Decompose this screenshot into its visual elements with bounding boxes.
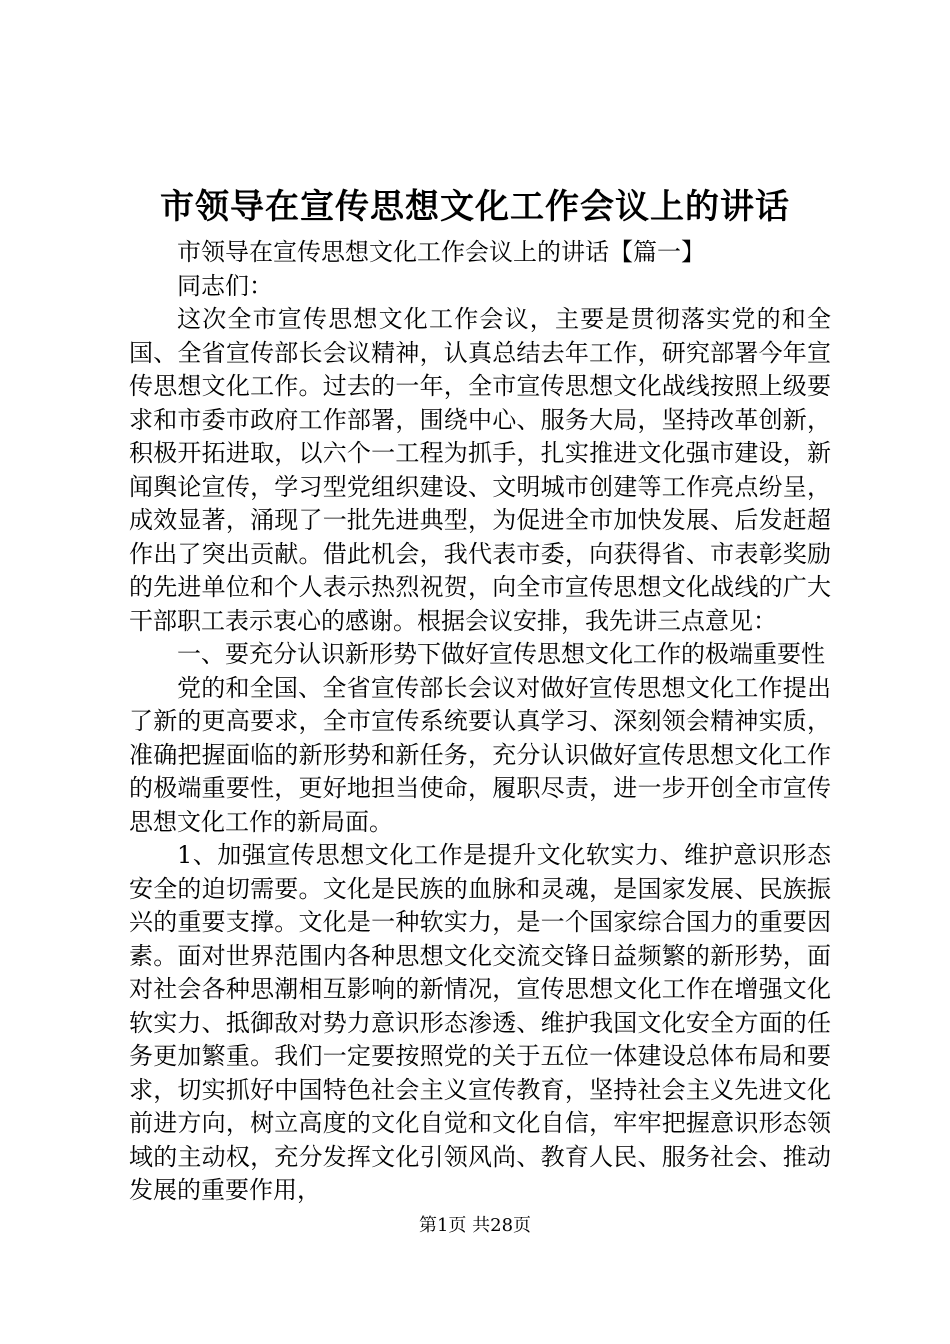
- document-body: [129, 236, 831, 1208]
- paragraph-section-1: 党的和全国、全省宣传部长会议对做好宣传思想文化工作提出了新的更高要求，全市宣传系统要认真学习、深刻领会精神实质，准确把握面临的新形势和新任务，充分认识做好宣传思想文化工作的极端重要性，更好地担当使命，履职尽责，进一步开创全市宣传思想文化工作的新局面。: [129, 673, 831, 836]
- paragraph-intro: 这次全市宣传思想文化工作会议，主要是贯彻落实党的和全国、全省宣传部长会议精神，认真总结去年工作，研究部署今年宣传思想文化工作。过去的一年，全市宣传思想文化战线按照上级要求和市委市政府工作部署，围绕中心、服务大局，坚持改革创新，积极开拓进取，以六个一工程为抓手，扎实推进文化强市建设，新闻舆论宣传，学习型党组织建设、文明城市创建等工作亮点纷呈，成效显著，涌现了一批先进典型，为促进全市加快发展、后发赶超作出了突出贡献。借此机会，我代表市委，向获得省、市表彰奖励的先进单位和个人表示热烈祝贺，向全市宣传思想文化战线的广大干部职工表示衷心的感谢。根据会议安排，我先讲三点意见：: [129, 305, 831, 635]
- section-heading-1: 一、要充分认识新形势下做好宣传思想文化工作的极端重要性: [177, 640, 825, 668]
- paragraph-point-1: 1、加强宣传思想文化工作是提升文化软实力、维护意识形态安全的迫切需要。文化是民族的血脉和灵魂，是国家发展、民族振兴的重要支撑。文化是一种软实力，是一个国家综合国力的重要因素。面对世界范围内各种思想文化交流交锋日益频繁的新形势，面对社会各种思潮相互影响的新情况，宣传思想文化工作在增强文化软实力、抵御敌对势力意识形态渗透、维护我国文化安全方面的任务更加繁重。我们一定要按照党的关于五位一体建设总体布局和要求，切实抓好中国特色社会主义宣传教育，坚持社会主义先进文化前进方向，树立高度的文化自觉和文化自信，牢牢把握意识形态领域的主动权，充分发挥文化引领风尚、教育人民、服务社会、推动发展的重要作用，: [129, 841, 831, 1204]
- document-title: 市领导在宣传思想文化工作会议上的讲话: [160, 187, 790, 227]
- page-number-footer: 第1页 共28页: [418, 1215, 532, 1236]
- document-subtitle: 市领导在宣传思想文化工作会议上的讲话【篇一】: [177, 238, 705, 266]
- salutation: 同志们：: [177, 271, 273, 300]
